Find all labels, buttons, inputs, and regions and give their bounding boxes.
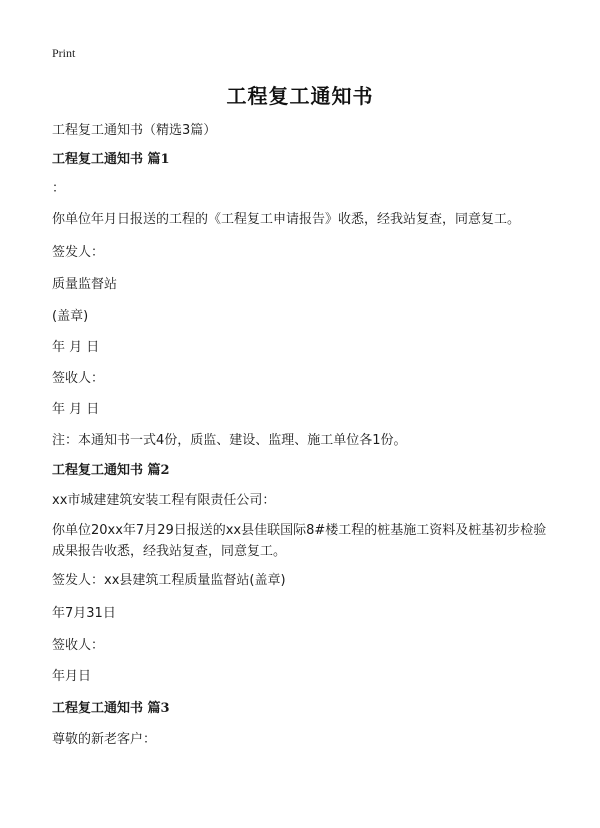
- section2-receiver-date: 年月日: [52, 669, 92, 684]
- section1-colon: ：: [52, 181, 66, 196]
- section1-body: 你单位年月日报送的工程的《工程复工申请报告》收悉，经我站复查，同意复工。: [52, 212, 521, 227]
- section3-heading: 工程复工通知书 篇3: [52, 701, 170, 716]
- document-subtitle: 工程复工通知书（精选3篇）: [52, 123, 217, 138]
- section2-addressee: xx市城建建筑安装工程有限责任公司：: [52, 493, 276, 508]
- section1-receiver: 签收人：: [52, 371, 105, 386]
- document-title: 工程复工通知书: [226, 84, 374, 108]
- print-label: Print: [52, 46, 76, 60]
- section2-body: 你单位20xx年7月29日报送的xx县佳联国际8#楼工程的桩基施工资料及桩基初步检验成果报告收悉，经我站复查，同意复工。: [52, 523, 547, 559]
- section2-heading: 工程复工通知书 篇2: [52, 463, 170, 478]
- section1-station: 质量监督站: [52, 277, 118, 292]
- section1-issuer: 签发人：: [52, 245, 105, 260]
- section1-heading: 工程复工通知书 篇1: [52, 152, 170, 167]
- section2-date: 年7月31日: [52, 606, 116, 621]
- section3-greeting: 尊敬的新老客户：: [52, 732, 157, 747]
- section1-seal: (盖章): [52, 309, 89, 324]
- section1-date: 年 月 日: [52, 340, 100, 355]
- section1-receiver-date: 年 月 日: [52, 402, 100, 417]
- section2-issuer: 签发人：xx县建筑工程质量监督站(盖章): [52, 573, 286, 588]
- section1-note: 注：本通知书一式4份，质监、建设、监理、施工单位各1份。: [52, 433, 407, 448]
- section2-receiver: 签收人：: [52, 638, 105, 653]
